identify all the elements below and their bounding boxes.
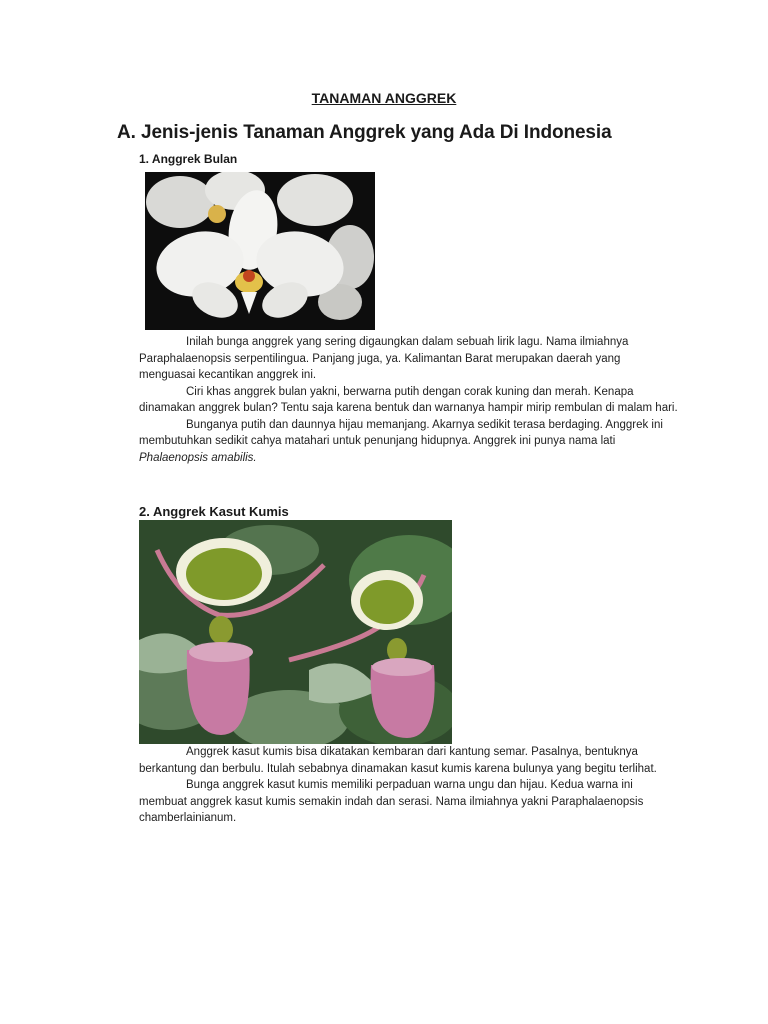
orchid-1-heading: 1. Anggrek Bulan [139, 152, 238, 166]
moth-orchid-photo [145, 172, 375, 330]
slipper-orchid-photo [139, 520, 452, 744]
orchid-1-paragraph: Ciri khas anggrek bulan yakni, berwarna putih dengan corak kuning dan merah. Kenapa dinamakan anggrek bulan? Tentu saja karena bentuk dan warnanya hampir mirip rembulan di malam hari. [139, 385, 678, 414]
orchid-2-heading: 2. Anggrek Kasut Kumis [139, 504, 289, 519]
orchid-1-paragraph-text: Bunganya putih dan daunnya hijau memanjang. Akarnya sedikit terasa berdaging. Anggrek ini membutuhkan sedikit cahya matahari untuk penunjang hidupnya. Anggrek ini punya nama lati [139, 418, 667, 447]
orchid-1-latin-name: Phalaenopsis amabilis. [139, 451, 257, 464]
orchid-1-description [139, 334, 679, 466]
orchid-2-paragraph: Anggrek kasut kumis bisa dikatakan kembaran dari kantung semar. Pasalnya, bentuknya berkantung dan berbulu. Itulah sebabnya dinamakan kasut kumis karena bulunya yang begitu terlihat. [139, 746, 657, 775]
section-heading: A. Jenis-jenis Tanaman Anggrek yang Ada Di Indonesia [117, 122, 612, 143]
orchid-2-paragraph: Bunga anggrek kasut kumis memiliki perpaduan warna ungu dan hijau. Kedua warna ini membuat anggrek kasut kumis semakin indah dan serasi. Nama ilmiahnya yakni Paraphalaenopsis chamberlainianum. [139, 779, 647, 824]
orchid-1-paragraph: Inilah bunga anggrek yang sering digaungkan dalam sebuah lirik lagu. Nama ilmiahnya Paraphalaenopsis serpentilingua. Panjang juga, ya. Kalimantan Barat merupakan daerah yang menguasai kecantikan anggrek ini. [139, 336, 632, 381]
orchid-1-paragraph-last [139, 417, 679, 467]
orchid-2-description [139, 744, 679, 827]
document-title: TANAMAN ANGGREK [311, 90, 457, 106]
